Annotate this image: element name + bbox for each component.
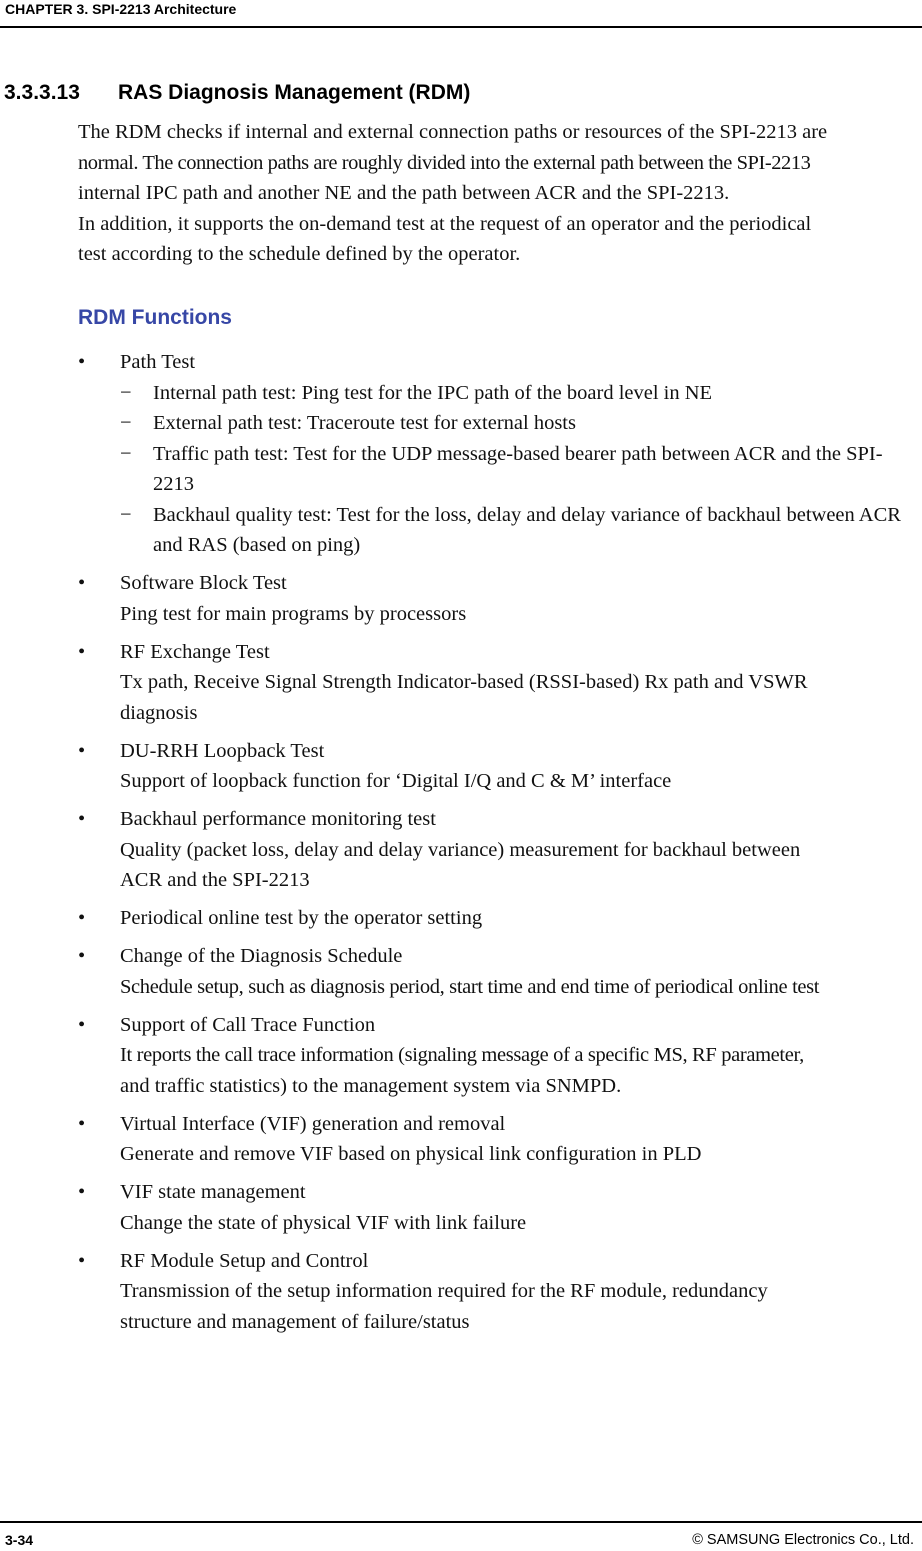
dash-icon: − [120,381,132,404]
bullet-icon: • [78,1181,86,1203]
intro-line: In addition, it supports the on-demand test at the request of an operator and the periodical [78,212,812,235]
function-title: Backhaul performance monitoring test [120,808,436,830]
bullet-icon: • [78,907,86,929]
sub-item [120,378,922,409]
function-desc: diagnosis [120,701,198,724]
intro-line: The RDM checks if internal and external connection paths or resources of the SPI-2213 are [78,121,828,143]
function-desc: It reports the call trace information (signaling message of a specific MS, RF parameter, [120,1044,804,1066]
intro-line: test according to the schedule defined by the operator. [78,243,521,265]
function-desc: and traffic statistics) to the management system via SNMPD. [120,1074,622,1097]
intro-line: internal IPC path and another NE and the path between ACR and the SPI-2213. [78,182,730,204]
section-number: 3.3.3.13 [4,81,80,104]
function-desc: Schedule setup, such as diagnosis period, start time and end time of periodical online test [120,975,820,998]
section-heading [4,80,470,106]
bullet-icon: • [78,1112,86,1135]
function-title: Virtual Interface (VIF) generation and removal [120,1112,506,1135]
rdm-functions-heading: RDM Functions [78,306,232,329]
function-title: VIF state management [120,1181,306,1203]
bullet-icon: • [78,945,86,967]
bullet-icon: • [78,1013,86,1036]
function-desc: Transmission of the setup information required for the RF module, redundancy [120,1280,768,1302]
sub-item-text: External path test: Traceroute test for external hosts [153,412,576,434]
function-title: RF Module Setup and Control [120,1249,369,1272]
function-title: Path Test [120,351,196,373]
function-item-rf-module-setup [78,1246,922,1338]
page-number: 3-34 [5,1532,34,1548]
section-title: RAS Diagnosis Management (RDM) [118,81,471,104]
function-desc: ACR and the SPI-2213 [120,869,310,891]
footer-rule [0,1521,922,1523]
function-desc: Ping test for main programs by processors [120,602,467,625]
function-item-vif-generation [78,1109,922,1170]
path-test-sublist [120,378,922,561]
intro-paragraph [78,117,920,270]
function-item-vif-state [78,1177,922,1238]
function-item-du-rrh-loopback-test [78,736,922,797]
bullet-icon: • [78,1249,86,1272]
chapter-title: CHAPTER 3. SPI-2213 Architecture [5,1,237,17]
function-title: Change of the Diagnosis Schedule [120,945,403,967]
function-desc: Change the state of physical VIF with link failure [120,1211,527,1234]
bullet-icon: • [78,351,86,373]
dash-icon: − [120,412,132,434]
function-item-path-test [78,347,922,561]
function-desc: Tx path, Receive Signal Strength Indicator-based (RSSI-based) Rx path and VSWR [120,671,808,693]
function-item-backhaul-monitoring [78,804,922,896]
sub-item-text: Backhaul quality test: Test for the loss, delay and delay variance of backhaul between ACR and RAS (based on ping) [153,503,901,556]
copyright: © SAMSUNG Electronics Co., Ltd. [692,1532,914,1548]
sub-item-text: Internal path test: Ping test for the IPC path of the board level in NE [153,381,713,404]
function-title: Support of Call Trace Function [120,1013,376,1036]
function-title: DU-RRH Loopback Test [120,739,325,762]
bullet-icon: • [78,808,86,830]
function-item-diagnosis-schedule [78,941,922,1002]
function-item-call-trace [78,1010,922,1102]
function-item-periodical-online-test [78,903,922,934]
dash-icon: − [120,503,132,526]
function-desc: Generate and remove VIF based on physical link configuration in PLD [120,1143,702,1165]
rdm-functions-list [78,347,922,1345]
header-rule [0,26,922,28]
sub-item [120,500,922,561]
function-desc: structure and management of failure/status [120,1310,470,1333]
function-item-software-block-test [78,568,922,629]
bullet-icon: • [78,739,86,762]
sub-item-text: Traffic path test: Test for the UDP message-based bearer path between ACR and the SPI-2213 [153,442,883,495]
intro-line: normal. The connection paths are roughly divided into the external path between the SPI-2213 [78,151,811,174]
bullet-icon: • [78,640,86,663]
function-title: Software Block Test [120,572,287,594]
function-title: RF Exchange Test [120,640,270,663]
function-desc: Quality (packet loss, delay and delay variance) measurement for backhaul between [120,838,801,861]
bullet-icon: • [78,572,86,594]
sub-item [120,408,922,439]
function-desc: Support of loopback function for ‘Digital I/Q and C & M’ interface [120,770,672,792]
sub-item [120,439,922,500]
function-title: Periodical online test by the operator setting [120,907,483,929]
function-item-rf-exchange-test [78,637,922,729]
dash-icon: − [120,442,132,465]
